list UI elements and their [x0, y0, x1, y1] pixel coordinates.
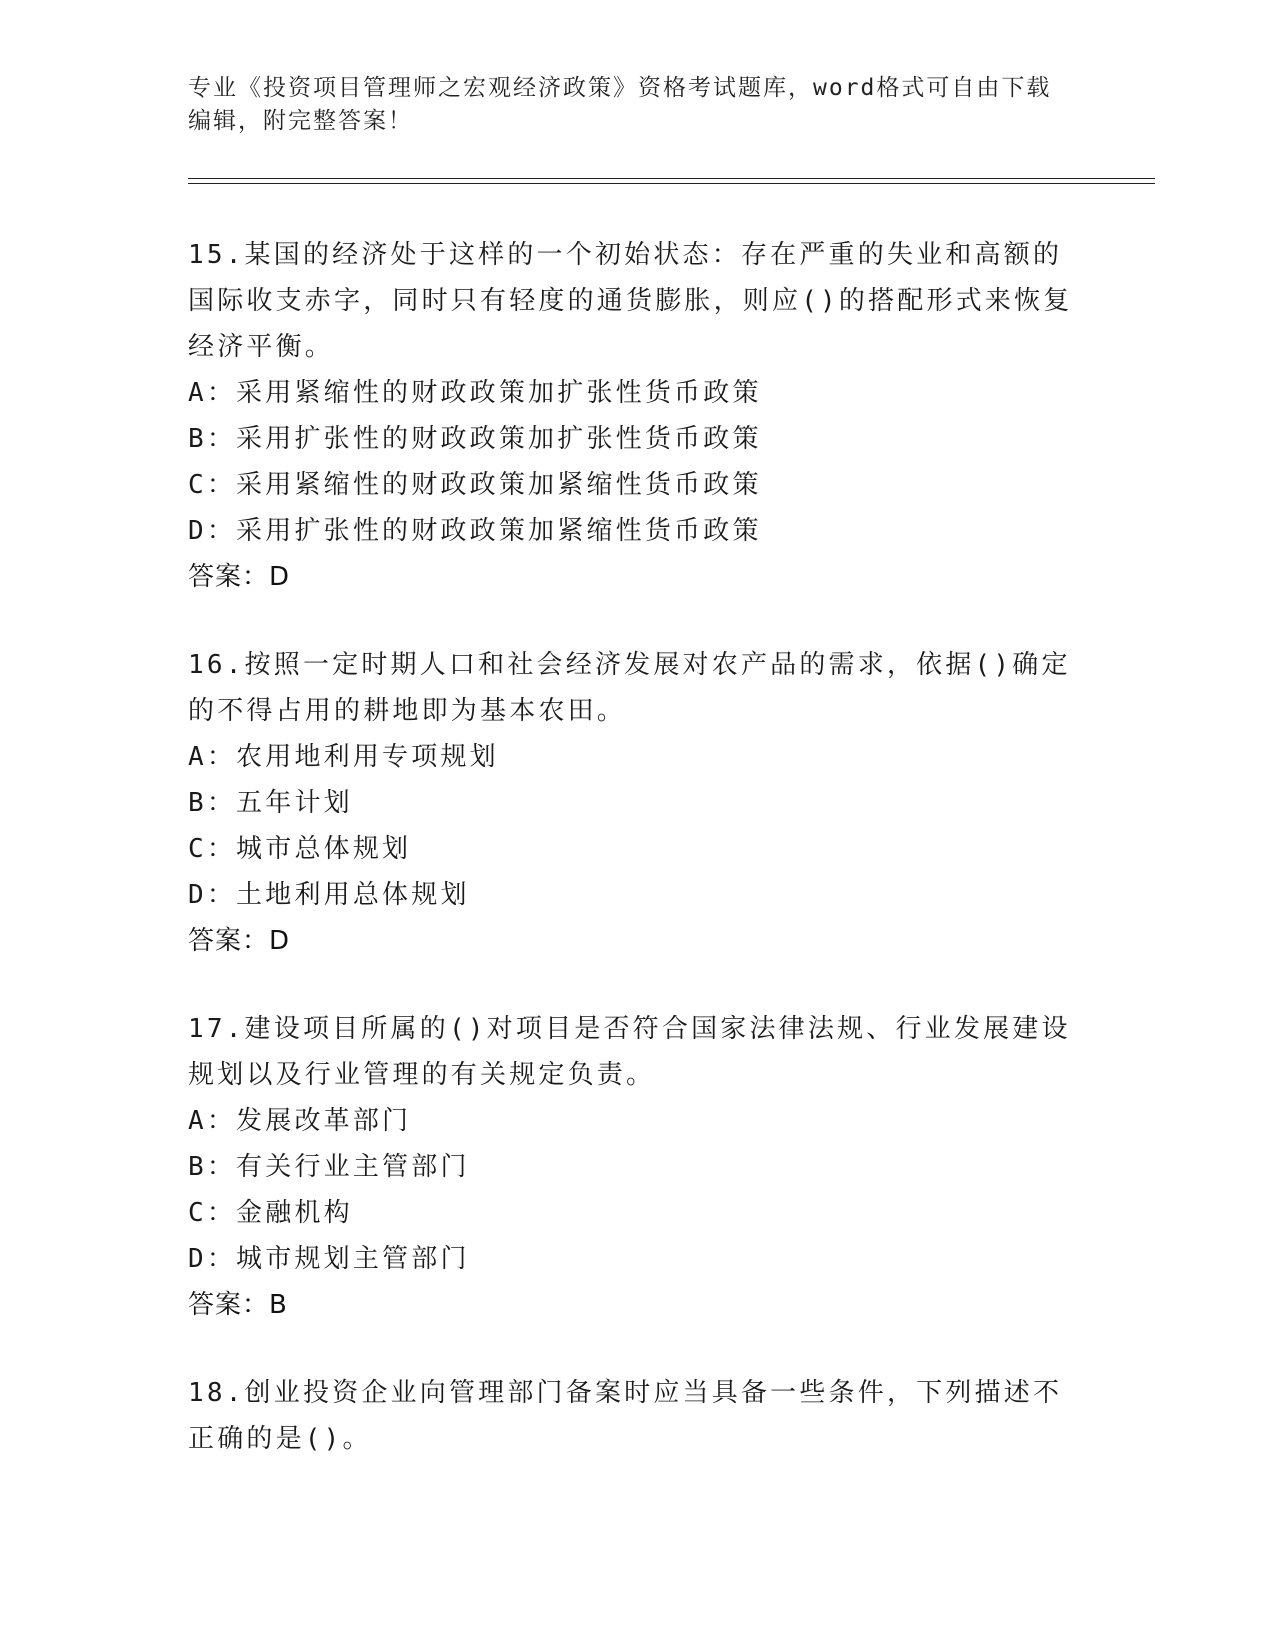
option-b: B：有关行业主管部门 [188, 1152, 470, 1182]
answer: 答案：D [188, 926, 291, 956]
question-18 [188, 1370, 1088, 1462]
option-a: A：农用地利用专项规划 [188, 742, 499, 772]
option-c: C：金融机构 [188, 1198, 353, 1228]
option-d: D：土地利用总体规划 [188, 880, 470, 910]
question-stem: 17.建设项目所属的()对项目是否符合国家法律法规、行业发展建设规划以及行业管理的有关规定负责。 [188, 1014, 1071, 1090]
option-a: A：发展改革部门 [188, 1106, 412, 1136]
question-15 [188, 232, 1088, 600]
question-list [188, 232, 1088, 1504]
question-17 [188, 1006, 1088, 1328]
answer: 答案：D [188, 562, 291, 592]
question-stem: 18.创业投资企业向管理部门备案时应当具备一些条件，下列描述不正确的是()。 [188, 1378, 1063, 1454]
option-a: A：采用紧缩性的财政政策加扩张性货币政策 [188, 378, 762, 408]
option-c: C：采用紧缩性的财政政策加紧缩性货币政策 [188, 470, 762, 500]
option-b: B：采用扩张性的财政政策加扩张性货币政策 [188, 424, 762, 454]
option-d: D：采用扩张性的财政政策加紧缩性货币政策 [188, 516, 762, 546]
option-b: B：五年计划 [188, 788, 353, 818]
answer: 答案：B [188, 1290, 288, 1320]
header-double-rule [188, 178, 1155, 184]
question-16 [188, 642, 1088, 964]
option-d: D：城市规划主管部门 [188, 1244, 470, 1274]
question-stem: 16.按照一定时期人口和社会经济发展对农产品的需求，依据()确定的不得占用的耕地即为基本农田。 [188, 650, 1071, 726]
question-stem: 15.某国的经济处于这样的一个初始状态：存在严重的失业和高额的国际收支赤字，同时只有轻度的通货膨胀，则应()的搭配形式来恢复经济平衡。 [188, 240, 1073, 362]
header-text: 专业《投资项目管理师之宏观经济政策》资格考试题库，word格式可自由下载编辑，附完整答案！ [188, 75, 1052, 134]
option-c: C：城市总体规划 [188, 834, 412, 864]
